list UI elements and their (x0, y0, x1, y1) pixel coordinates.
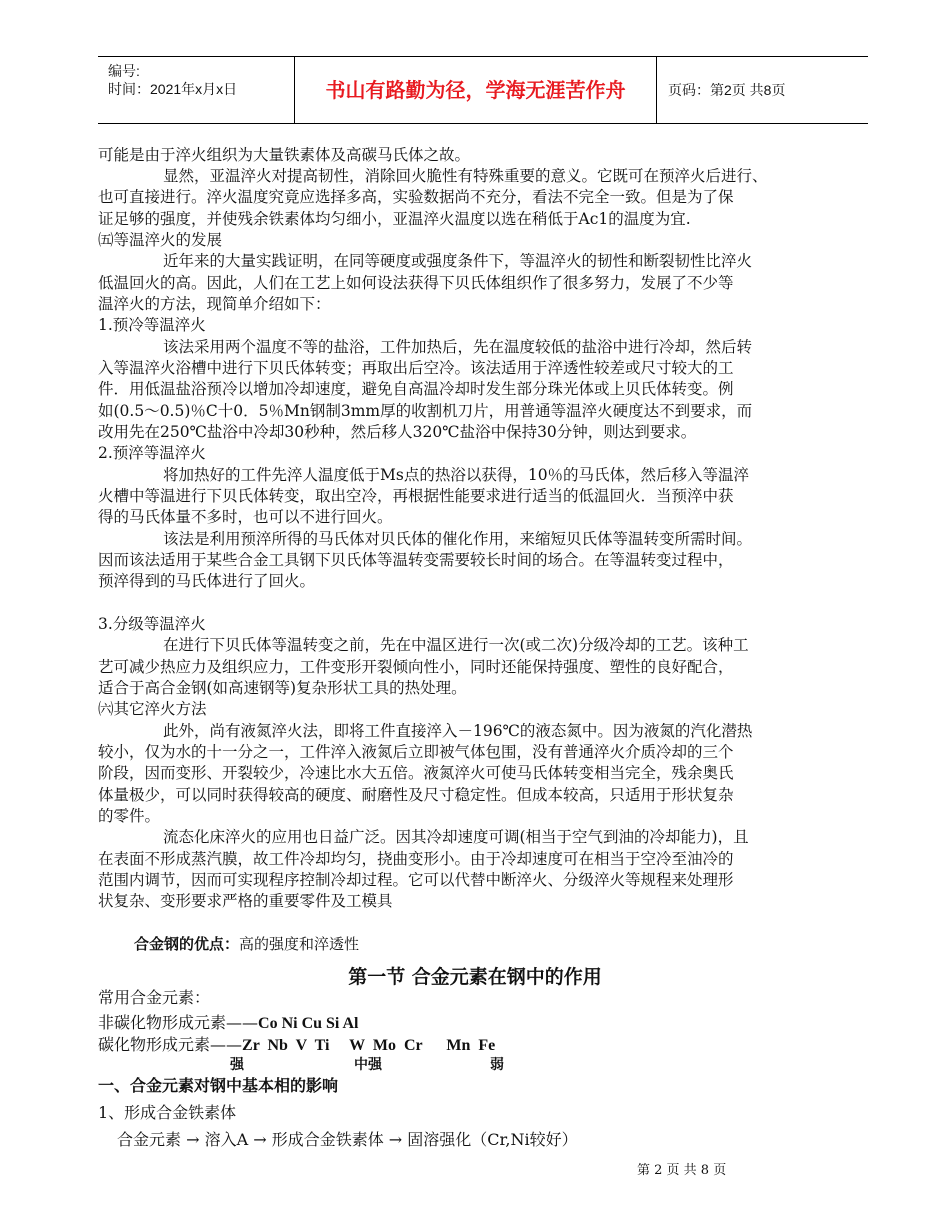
paragraph-line: 如(0.5～0.5)％C十0．5％Mn钢制3mm厚的收割机刀片，用普通等温淬火硬度达不到要求，而 (98, 402, 753, 420)
advantage-label: 合金钢的优点： (134, 935, 240, 953)
paragraph-line: 可能是由于淬火组织为大量铁素体及高碳马氏体之故。 (98, 146, 471, 164)
header-meta (98, 57, 294, 123)
paragraph-line: 改用先在250℃盐浴中冷却30秒种，然后移人320℃盐浴中保持30分钟，则达到要求。 (98, 423, 697, 441)
advantage-line (134, 934, 359, 954)
subsection-heading: 3.分级等温淬火 (98, 615, 206, 633)
paragraph-line: 适合于高合金钢(如高速钢等)复杂形状工具的热处理。 (98, 679, 467, 697)
noncarbide-elements: Co Ni Cu Si Al (258, 1015, 359, 1032)
time-label: 时间：2021年x月x日 (108, 81, 238, 97)
paragraph-line: 在表面不形成蒸汽膜，故工件冷却均匀，挠曲变形小。由于冷却速度可在相当于空冷至油冷的 (98, 850, 734, 868)
advantage-text: 高的强度和淬透性 (239, 935, 360, 953)
carbide-label: 碳化物形成元素—— (98, 1035, 243, 1054)
paragraph-line: 此外，尚有液氮淬火法，即将工件直接淬入－196℃的液态氮中。因为液氮的汽化潜热 (163, 722, 753, 740)
heading-one: 一、合金元素对钢中基本相的影响 (98, 1076, 339, 1095)
paragraph-line: 低温回火的高。因此，人们在工艺上如何设法获得下贝氏体组织作了很多努力，发展了不少等 (98, 274, 734, 292)
paragraph-line: 预淬得到的马氏体进行了回火。 (98, 572, 316, 590)
paragraph-line: 流态化床淬火的应用也日益广泛。因其冷却速度可调(相当于空气到油的冷却能力)，且 (163, 828, 749, 846)
paragraph-line: 状复杂、变形要求严格的重要零件及工模具 (98, 892, 393, 910)
noncarbide-label: 非碳化物形成元素—— (98, 1013, 259, 1032)
paragraph-line: 近年来的大量实践证明，在同等硬度或强度条件下，等温淬火的韧性和断裂韧性比淬火 (163, 252, 753, 270)
page-footer: 第 2 页 共 8 页 (637, 1163, 727, 1178)
header-motto: 书山有路勤为径，学海无涯苦作舟 (325, 78, 626, 102)
page-header (98, 56, 868, 124)
section-heading: ㈤等温淬火的发展 (98, 231, 223, 249)
paragraph-line: 也可直接进行。淬火温度究竟应选择多高，实验数据尚不充分，看法不完全一致。但是为了保 (98, 188, 734, 206)
carbide-elements: Zr Nb V Ti W Mo Cr Mn Fe (242, 1037, 496, 1054)
paragraph-line: 得的马氏体量不多时，也可以不进行回火。 (98, 508, 393, 526)
header-page-label: 页码：第2页 共8页 (668, 82, 786, 98)
paragraph-line: 火槽中等温进行下贝氏体转变，取出空冷，再根据性能要求进行适当的低温回火．当预淬中获 (98, 487, 734, 505)
paragraph-line: 将加热好的工件先淬人温度低于Ms点的热浴以获得，10％的马氏体，然后移入等温淬 (163, 466, 750, 484)
strength-strong: 强 (230, 1057, 244, 1073)
paragraph-line: 证足够的强度，并使残余铁素体均匀细小，亚温淬火温度以选在稍低于Ac1的温度为宜. (98, 210, 691, 228)
paragraph-line: 件．用低温盐浴预冷以增加冷却速度，避免自高温冷却时发生部分珠光体或上贝氏体转变。例 (98, 380, 734, 398)
paragraph-line: 范围内调节，因而可实现程序控制冷却过程。它可以代替中断淬火、分级淬火等规程来处理形 (98, 871, 734, 889)
strength-medium: 中强 (354, 1057, 382, 1073)
paragraph-line: 阶段，因而变形、开裂较少，冷速比水大五倍。液氮淬火可使马氏体转变相当完全，残余奥氏 (98, 764, 734, 782)
chapter-title: 第一节 合金元素在钢中的作用 (348, 966, 602, 988)
carbide-line (98, 1035, 495, 1056)
paragraph-line: 的零件。 (98, 807, 161, 825)
heading-one-one: 1、形成合金铁素体 (98, 1103, 237, 1122)
paragraph-line: 入等温淬火浴槽中进行下贝氏体转变；再取出后空冷。该法适用于淬透性较差或尺寸较大的工 (98, 359, 734, 377)
paragraph-line: 体量极少，可以同时获得较高的硬度、耐磨性及尺寸稳定性。但成本较高，只适用于形状复杂 (98, 786, 734, 804)
paragraph-line: 艺可减少热应力及组织应力，工件变形开裂倾向性小，同时还能保持强度、塑性的良好配合， (98, 658, 734, 676)
noncarbide-line (98, 1013, 358, 1034)
header-divider (656, 57, 657, 123)
subsection-heading: 1.预冷等温淬火 (98, 316, 206, 334)
section-heading: ㈥其它淬火方法 (98, 700, 207, 718)
number-label: 编号: (108, 63, 140, 79)
paragraph-line: 因而该法适用于某些合金工具钢下贝氏体等温转变需要较长时间的场合。在等温转变过程中， (98, 551, 734, 569)
paragraph-line: 显然，亚温淬火对提高韧性，消除回火脆性有特殊重要的意义。它既可在预淬火后进行、 (163, 167, 768, 185)
subsection-heading: 2.预淬等温淬火 (98, 444, 206, 462)
common-elements-label: 常用合金元素： (98, 988, 211, 1007)
paragraph-line: 较小，仅为水的十一分之一，工件淬入液氮后立即被气体包围，没有普通淬火介质冷却的三个 (98, 743, 734, 761)
strength-weak: 弱 (490, 1057, 504, 1073)
paragraph-line: 该法采用两个温度不等的盐浴，工件加热后，先在温度较低的盐浴中进行冷却，然后转 (163, 338, 753, 356)
paragraph-line: 温淬火的方法，现简单介绍如下： (98, 295, 331, 313)
paragraph-line: 在进行下贝氏体等温转变之前，先在中温区进行一次(或二次)分级冷却的工艺。该种工 (163, 636, 749, 654)
paragraph-line: 该法是利用预淬所得的马氏体对贝氏体的催化作用，来缩短贝氏体等温转变所需时间。 (163, 530, 753, 548)
flow-line: 合金元素 → 溶入A → 形成合金铁素体 → 固溶强化（Cr,Ni较好） (117, 1130, 578, 1149)
